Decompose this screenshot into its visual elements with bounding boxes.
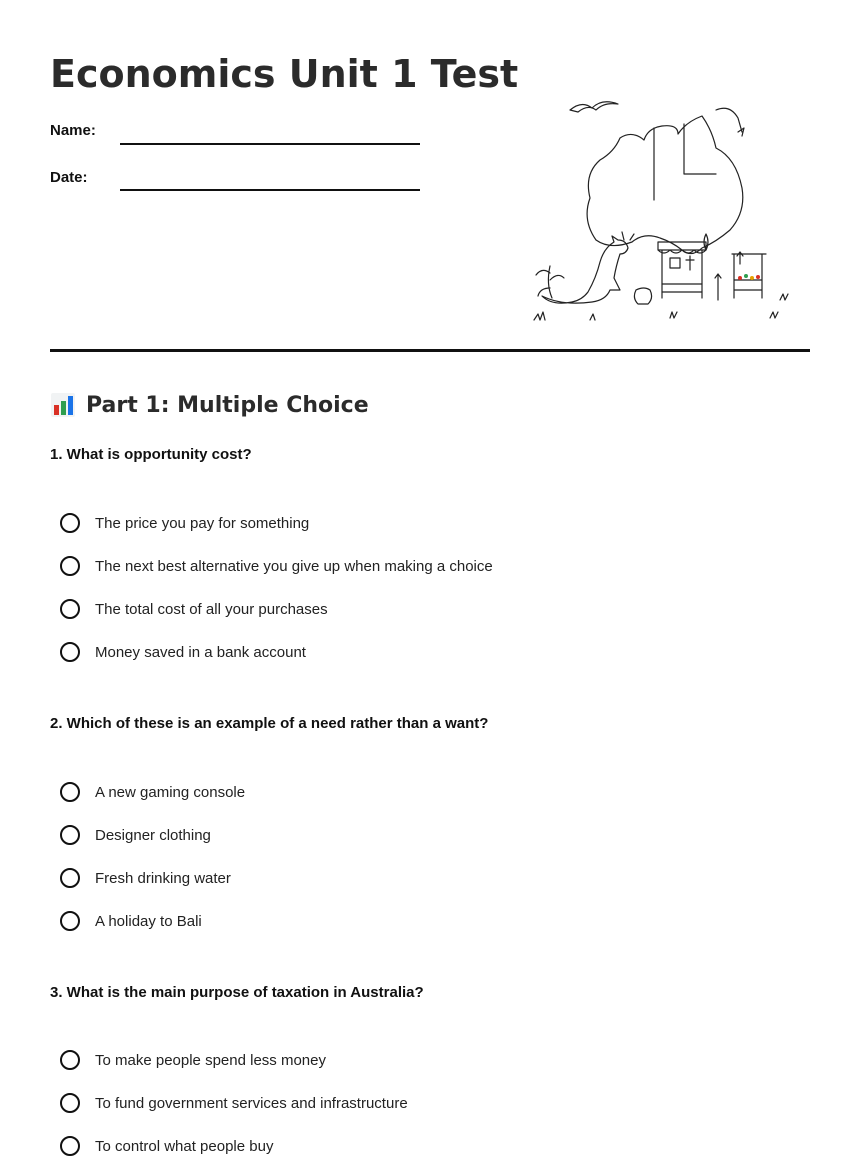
radio-button[interactable] — [60, 556, 80, 576]
option-label: The next best alternative you give up when making a choice — [95, 557, 493, 575]
radio-button[interactable] — [60, 1050, 80, 1070]
radio-button[interactable] — [60, 1136, 80, 1156]
option-label: To control what people buy — [95, 1137, 274, 1155]
date-label: Date: — [50, 169, 88, 186]
question-text: 1. What is opportunity cost? — [50, 446, 252, 463]
option-label: Fresh drinking water — [95, 869, 231, 887]
option-label: To make people spend less money — [95, 1051, 326, 1069]
australia-market-illustration-icon — [530, 88, 820, 328]
option-label: The price you pay for something — [95, 514, 310, 532]
section-title: Part 1: Multiple Choice — [86, 392, 369, 418]
answer-option[interactable] — [60, 865, 231, 891]
radio-button[interactable] — [60, 868, 80, 888]
answer-option[interactable] — [60, 1047, 326, 1073]
answer-option[interactable] — [60, 779, 245, 805]
option-label: A holiday to Bali — [95, 912, 202, 930]
option-label: Designer clothing — [95, 826, 211, 844]
question-text: 3. What is the main purpose of taxation in Australia? — [50, 984, 424, 1001]
answer-option[interactable] — [60, 553, 493, 579]
answer-option[interactable] — [60, 639, 306, 665]
date-field[interactable] — [120, 189, 420, 191]
radio-button[interactable] — [60, 825, 80, 845]
answer-option[interactable] — [60, 1090, 408, 1116]
answer-option[interactable] — [60, 1133, 273, 1159]
name-field[interactable] — [120, 143, 420, 145]
radio-button[interactable] — [60, 911, 80, 931]
section-heading — [50, 389, 369, 421]
radio-button[interactable] — [60, 1093, 80, 1113]
answer-option[interactable] — [60, 510, 309, 536]
answer-option[interactable] — [60, 908, 202, 934]
radio-button[interactable] — [60, 513, 80, 533]
answer-option[interactable] — [60, 822, 211, 848]
page-title: Economics Unit 1 Test — [50, 52, 519, 96]
name-label: Name: — [50, 122, 96, 139]
option-label: To fund government services and infrastructure — [95, 1094, 408, 1112]
radio-button[interactable] — [60, 599, 80, 619]
option-label: Money saved in a bank account — [95, 643, 306, 661]
option-label: The total cost of all your purchases — [95, 600, 328, 618]
answer-option[interactable] — [60, 596, 328, 622]
question-text: 2. Which of these is an example of a need rather than a want? — [50, 715, 489, 732]
bar-chart-icon — [50, 392, 76, 418]
header-divider — [50, 349, 810, 352]
radio-button[interactable] — [60, 782, 80, 802]
radio-button[interactable] — [60, 642, 80, 662]
option-label: A new gaming console — [95, 783, 246, 801]
